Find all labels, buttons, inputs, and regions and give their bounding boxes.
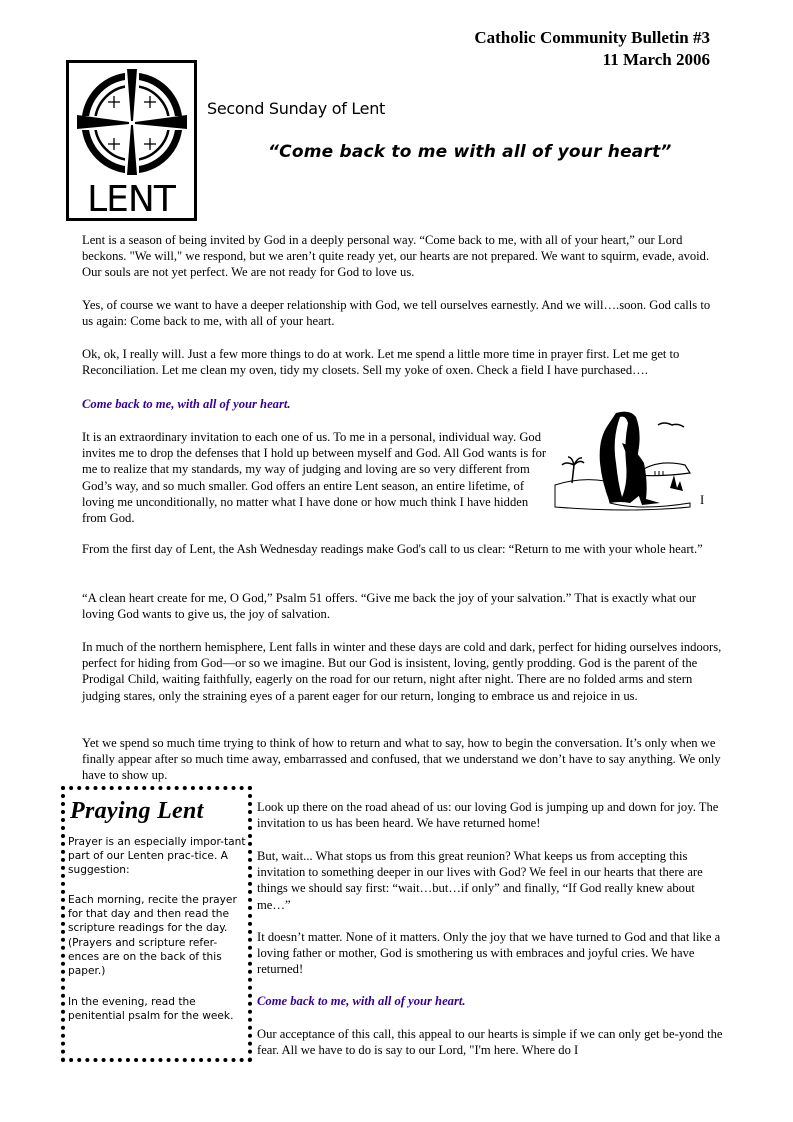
emphasis-heading: Come back to me, with all of your heart. <box>257 994 466 1008</box>
column-paragraph: But, wait... What stops us from this great reunion? What keeps us from accepting this invitation to something deeper in our lives with God? We feel in our hearts that there are things we should say first: “wait…but…if only” and finally, “If God really knew about me…” <box>257 849 703 912</box>
sidebar-paragraph: Each morning, recite the prayer for that day and then read the scripture readings for the day. (Prayers and scripture refer-ences are on the back of this paper.) <box>68 894 237 978</box>
article-paragraph: In much of the northern hemisphere, Lent falls in winter and these days are cold and dark, perfect for hiding ourselves indoors, perfect for hiding from God—or so we imagine. But our God is insistent, loving, gently prodding. God is the parent of the Prodigal Child, waiting faithfully, eagerly on the road for our return, night after night. There are no folded arms and stern judging stares, only the straining eyes of a parent eager for our return, longing to embrace us and rejoice in us. <box>82 640 722 703</box>
bulletin-date: 11 March 2006 <box>602 50 710 69</box>
bulletin-title: Catholic Community Bulletin #3 <box>474 28 710 47</box>
article-paragraph: From the first day of Lent, the Ash Wednesday readings make God's call to us clear: “Return to me with your whole heart.” <box>82 542 703 556</box>
sidebar-paragraph: Prayer is an especially impor-tant part of our Lenten prac-tice. A suggestion: <box>68 836 246 877</box>
bulletin-header <box>474 27 710 71</box>
prodigal-son-embrace-illustration <box>550 403 695 515</box>
sidebar-title: Praying Lent <box>70 798 204 824</box>
column-paragraph: Our acceptance of this call, this appeal to our hearts is simple if we can only get be-yond the fear. All we have to do is say to our Lord, "I'm here. Where do I <box>257 1027 723 1058</box>
lent-logo <box>66 60 197 221</box>
article-paragraph: Lent is a season of being invited by God in a deeply personal way. “Come back to me, with all of your heart,” our Lord beckons. "We will," we respond, but we aren’t quite ready yet, our hearts are not prepared. We want to squirm, evade, avoid. Our souls are not yet perfect. We are not ready for God to love us. <box>82 233 710 280</box>
column-paragraph: Look up there on the road ahead of us: our loving God is jumping up and down for joy. The invitation to us has been heard. We have returned home! <box>257 800 719 831</box>
praying-lent-sidebar <box>61 786 252 1062</box>
article-paragraph: Yet we spend so much time trying to think of how to return and what to say, how to begin the conversation. It’s only when we finally appear after so much time away, embarrassed and confused, that we understand we don’t have to say anything. We only have to show up. <box>82 736 721 783</box>
trailing-text: I <box>700 493 705 507</box>
sidebar-paragraph: In the evening, read the penitential psalm for the week. <box>68 996 234 1023</box>
article-paragraph: “A clean heart create for me, O God,” Psalm 51 offers. “Give me back the joy of your salvation.” That is exactly what our loving God wants to give us, the joy of salvation. <box>82 591 696 622</box>
logo-text: LENT <box>87 179 175 218</box>
article-paragraph: Yes, of course we want to have a deeper relationship with God, we tell ourselves earnestly. And we will….soon. God calls to us again: Come back to me, with all of your heart. <box>82 298 711 329</box>
emphasis-heading: Come back to me, with all of your heart. <box>82 397 291 411</box>
article-paragraph: It is an extraordinary invitation to each one of us. To me in a personal, individual way. God invites me to drop the defenses that I hold up between myself and God. All God wants is for me to realize that my standards, my way of judging and loving are so very different from God’s way, and so much smaller. God offers an entire Lent season, an entire lifetime, of loving me unconditionally, no matter what I have done or how much think I have hidden from God. <box>82 430 547 526</box>
page-subtitle: Second Sunday of Lent <box>207 99 386 118</box>
lent-cross-circle-icon <box>69 63 194 218</box>
column-paragraph: It doesn’t matter. None of it matters. Only the joy that we have turned to God and that like a loving father or mother, God is smothering us with embraces and joyful cries. We have returned! <box>257 930 721 977</box>
article-paragraph: Ok, ok, I really will. Just a few more things to do at work. Let me spend a little more time in prayer first. Let me get to Reconciliation. Let me clean my oven, tidy my closets. Sell my yoke of oxen. Check a field I have purchased…. <box>82 347 680 378</box>
theme-quote: “Come back to me with all of your heart” <box>268 142 672 162</box>
